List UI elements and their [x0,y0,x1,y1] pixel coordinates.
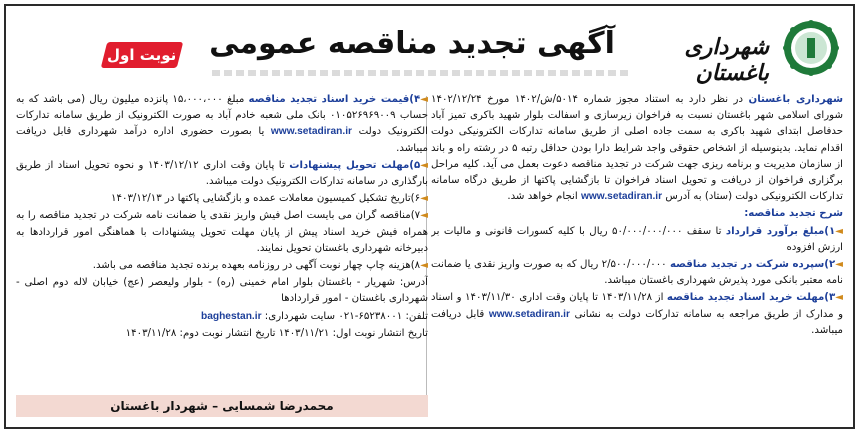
item-5-text: تا پایان وقت اداری ۱۴۰۳/۱۲/۱۲ و نحوه تحویل اسناد از طریق بارگذاری در سامانه تدارکات الکترونیک دولت میباشد. [16,159,428,188]
item-5 [16,158,428,190]
signature: محمدرضا شمسایی – شهردار باغستان [16,395,428,417]
notice-frame [4,4,855,429]
bullet-icon: ◄ [835,292,843,304]
bullet-icon: ◄ [420,159,428,171]
item-6 [16,191,428,207]
description-heading: شرح تجدید مناقصه: [744,208,843,220]
phone-text: تلفن: ۶۵۲۳۸۰۰۱-۰۲۱ سایت شهرداری: [264,310,428,322]
item-3-text: از ۱۴۰۳/۱۱/۲۸ تا پایان وقت اداری ۱۴۰۳/۱۱/۳۰ و اسناد و مدارک از طریق مراجعه به سامانه تدارکات دولت به نشانی [431,292,843,320]
municipality-logo-icon [781,18,841,78]
item-8 [16,258,428,274]
phone-line [16,309,428,325]
bullet-icon: ◄ [835,225,843,237]
item-3-link[interactable]: www.setadiran.ir [488,308,570,320]
item-4-link[interactable]: www.setadiran.ir [270,126,353,138]
item-3-suffix: قابل دریافت میباشد. [431,308,843,336]
item-3 [431,290,843,339]
item-2-label: ۲)سپرده شرکت در تجدید مناقصه [669,259,836,271]
intro-prefix: شهرداری باغستان [748,94,843,105]
intro-link[interactable]: www.setadiran.ir [580,191,663,203]
bullet-icon: ◄ [420,210,428,222]
item-6-text: ۶)تاریخ تشکیل کمیسیون معاملات عمده و بازگشایی پاکتها در ۱۴۰۳/۱۲/۱۳ [111,193,421,205]
notice-title: آگهی تجدید مناقصه عمومی [209,26,615,61]
item-8-text: ۸)هزینه چاپ چهار نوبت آگهی در روزنامه بعهده برنده تجدید مناقصه می باشد. [92,260,421,272]
item-4-suffix: یا بصورت حضوری اداره درآمد شهرداری قابل دریافت میباشد. [16,126,428,154]
item-1-text: تا سقف ۵۰/۰۰۰/۰۰۰/۰۰۰ ریال با کلیه کسورات قانونی و مالیات بر ارزش افزوده [431,225,843,253]
item-4-label: ۴)قیمت خرید اسناد تجدید مناقصه [248,94,421,105]
municipality-name: شهرداری باغستان [684,34,769,86]
item-1-label: ۱)مبلغ برآورد قرارداد [725,225,836,237]
intro-text: در نظر دارد به استناد مجوز شماره ۵۰۱۴/ش/۱۴۰۲ مورخ ۱۴۰۲/۱۲/۲۴ شورای اسلامی شهر باغستان نسبت به فراخوان زیرسازی و اسفالت بلوار شهید باکری تمیز آباد حدفاصل ابتدای شهید باکری به سمت جاده اصلی از طریق سامانه تدارکات الکترونیکی دولت اقدام نماید. بدینوسیله از اشخاص حقوقی واجد شرایط دارا بودن حداقل رتبه ۵ در رشته راه و باند از سازمان مدیریت و برنامه ریزی جهت شرکت در تجدید مناقصه دعوت بعمل می آید. کلیه مراحل برگزاری فراخوان از دریافت و تحویل اسناد فراخوان تا بازگشایی پاکتها از طریق درگاه سامانه تدارکات الکترونیکی دولت (ستاد) به آدرس [431,94,843,203]
item-5-label: ۵)مهلت تحویل پیشنهادات [289,159,421,171]
item-2 [431,257,843,289]
item-7-text: ۷)مناقصه گران می بایست اصل فیش واریز نقدی یا ضمانت نامه شرکت در تجدید مناقصه را به همراه فیش خرید اسناد پیش از پایان مهلت تحویل پیشنهادات با هماهنگی امور قراردادها به دبیرخانه شهرداری باغستان تحویل نمایند. [16,210,428,254]
item-2-text: ۲/۵۰۰/۰۰۰/۰۰۰ ریال که به صورت واریز نقدی یا ضمانت نامه معتبر بانکی مورد پذیرش شهرداری باغستان میباشد. [431,259,843,287]
item-4 [16,92,428,157]
round-badge [101,42,183,68]
item-7 [16,208,428,257]
notice-header [12,12,847,86]
publish-dates: تاریخ انتشار نوبت اول: ۱۴۰۳/۱۱/۲۱ تاریخ انتشار نوبت دوم: ۱۴۰۳/۱۱/۲۸ [125,327,428,339]
bullet-icon: ◄ [835,259,843,271]
intro-suffix: انجام خواهد شد. [507,191,581,203]
intro-paragraph [431,92,843,205]
title-shadow [212,70,632,76]
notice-body [16,92,843,419]
item-1 [431,224,843,256]
round-badge-label: نوبت اول [107,46,177,64]
bullet-icon: ◄ [420,94,428,105]
address: آدرس: شهریار - باغستان بلوار امام خمینی (ره) - بلوار ولیعصر (عج) خیابان لاله دوم اصلی - شهرداری باغستان - امور قراردادها [16,277,428,305]
item-4-text: مبلغ ۱۵،۰۰۰،۰۰۰ پانزده میلیون ریال (می باشد که به حساب ۰۱۰۵۲۶۹۶۹۰۰۹ بانک ملی شعبه خادم آباد به صورت الکترونیک از طریق سامانه تدارکات الکترونیک دولت [16,94,428,138]
website-link[interactable]: baghestan.ir [200,310,262,322]
bullet-icon: ◄ [420,260,428,272]
right-column [431,92,843,419]
left-column [16,92,428,419]
item-3-label: ۳)مهلت خرید اسناد تجدید مناقصه [666,292,836,304]
bullet-icon: ◄ [420,193,428,205]
